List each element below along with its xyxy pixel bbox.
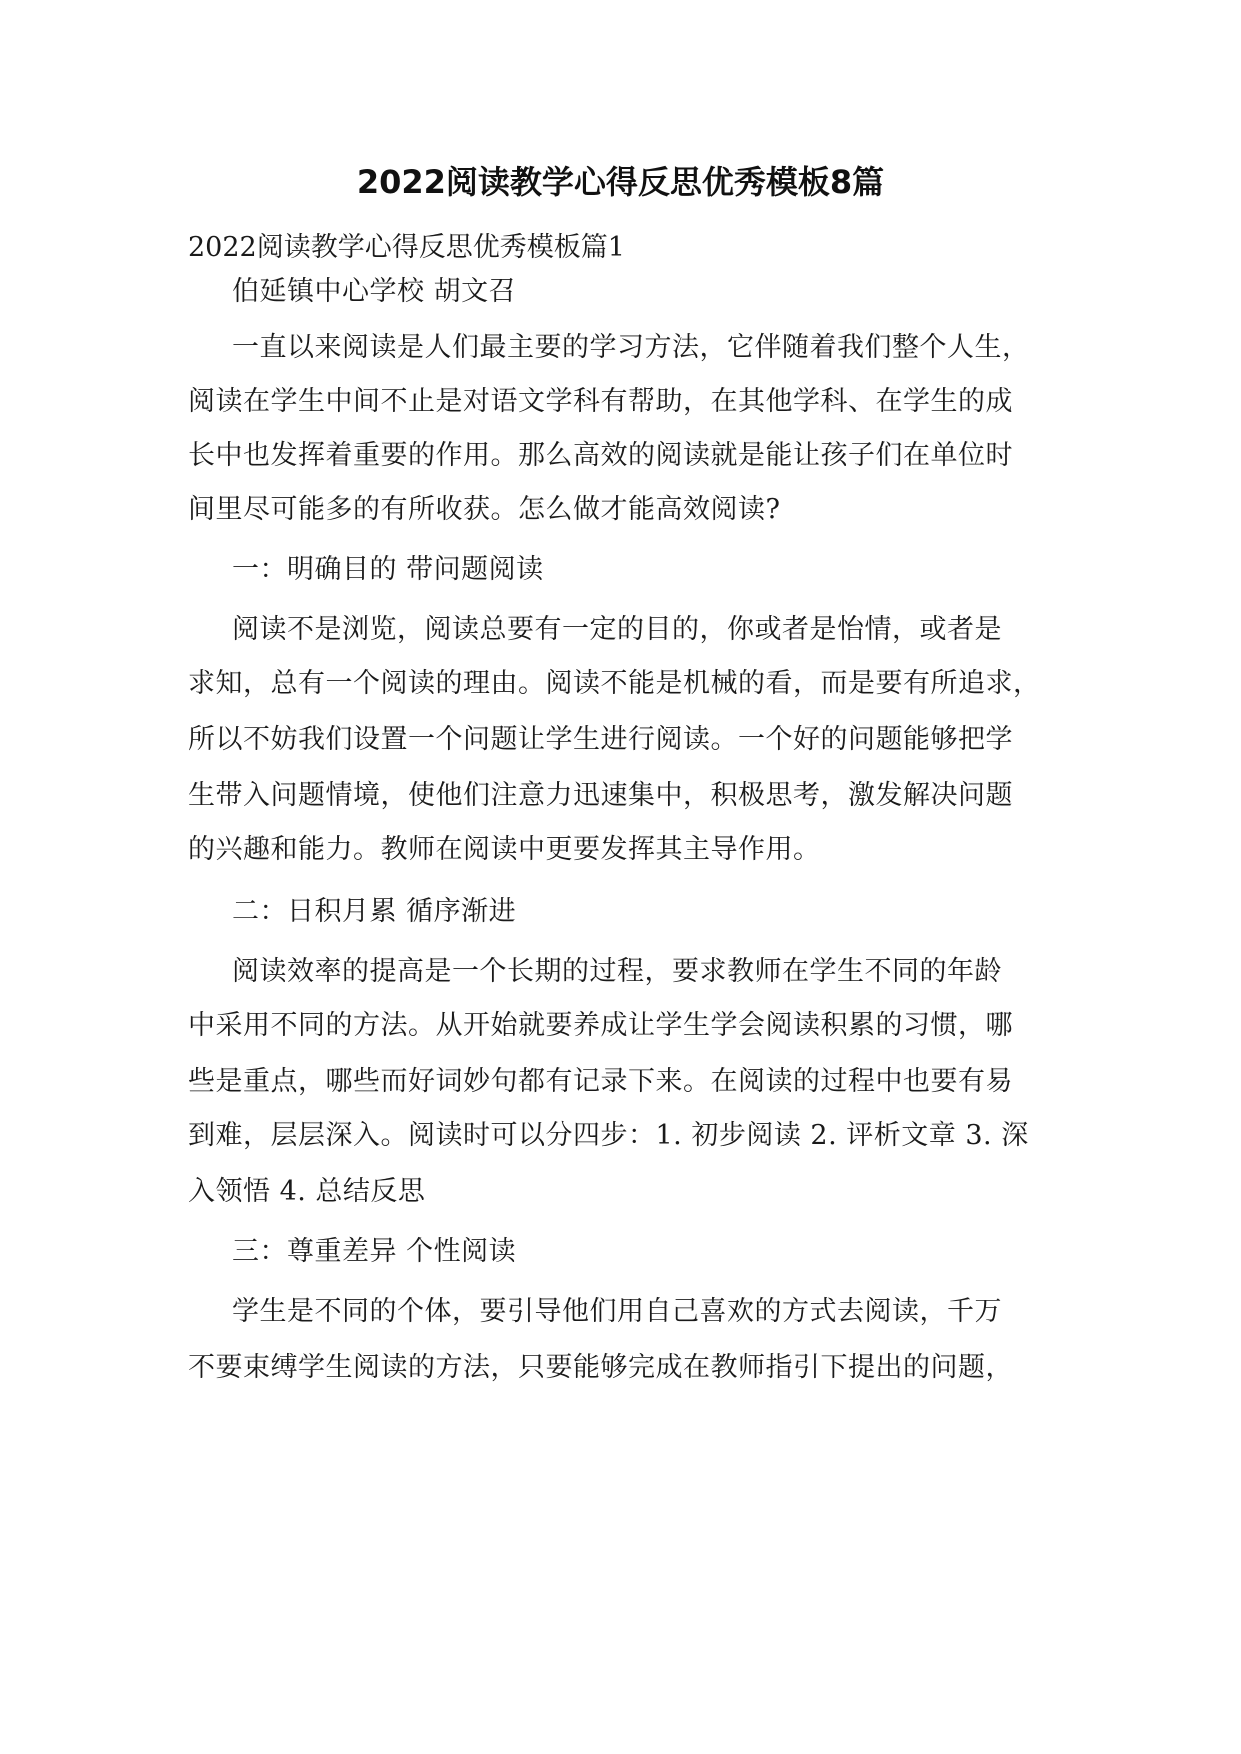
paragraph-line: 些是重点，哪些而好词妙句都有记录下来。在阅读的过程中也要有易 [188,1066,1013,1097]
paragraph-line: 求知，总有一个阅读的理由。阅读不能是机械的看，而是要有所追求， [188,668,1041,699]
paragraph-line: 长中也发挥着重要的作用。那么高效的阅读就是能让孩子们在单位时 [188,440,1013,471]
paragraph-line: 阅读效率的提高是一个长期的过程，要求教师在学生不同的年龄 [232,956,1002,987]
paragraph-line: 一直以来阅读是人们最主要的学习方法，它伴随着我们整个人生， [232,332,1030,363]
author-line: 伯延镇中心学校 胡文召 [232,276,517,307]
subheading: 三：尊重差异 个性阅读 [232,1236,517,1267]
paragraph-line: 的兴趣和能力。教师在阅读中更要发挥其主导作用。 [188,834,821,865]
section-heading: 2022阅读教学心得反思优秀模板篇1 [188,232,625,263]
paragraph-line: 中采用不同的方法。从开始就要养成让学生学会阅读积累的习惯，哪 [188,1010,1013,1041]
paragraph-line: 生带入问题情境，使他们注意力迅速集中，积极思考，激发解决问题 [188,780,1013,811]
paragraph-line: 所以不妨我们设置一个问题让学生进行阅读。一个好的问题能够把学 [188,724,1013,755]
subheading: 二：日积月累 循序渐进 [232,896,517,927]
paragraph-line: 阅读在学生中间不止是对语文学科有帮助，在其他学科、在学生的成 [188,386,1013,417]
paragraph-line: 到难，层层深入。阅读时可以分四步：1. 初步阅读 2. 评析文章 3. 深 [188,1120,1029,1151]
document-title: 2022阅读教学心得反思优秀模板8篇 [356,163,885,201]
subheading: 一：明确目的 带问题阅读 [232,554,544,585]
paragraph-line: 不要束缚学生阅读的方法，只要能够完成在教师指引下提出的问题， [188,1352,1013,1383]
paragraph-line: 入领悟 4. 总结反思 [188,1176,426,1207]
paragraph-line: 学生是不同的个体，要引导他们用自己喜欢的方式去阅读，千万 [232,1296,1002,1327]
paragraph-line: 间里尽可能多的有所收获。怎么做才能高效阅读? [188,494,781,525]
paragraph-line: 阅读不是浏览，阅读总要有一定的目的，你或者是怡情，或者是 [232,614,1002,645]
